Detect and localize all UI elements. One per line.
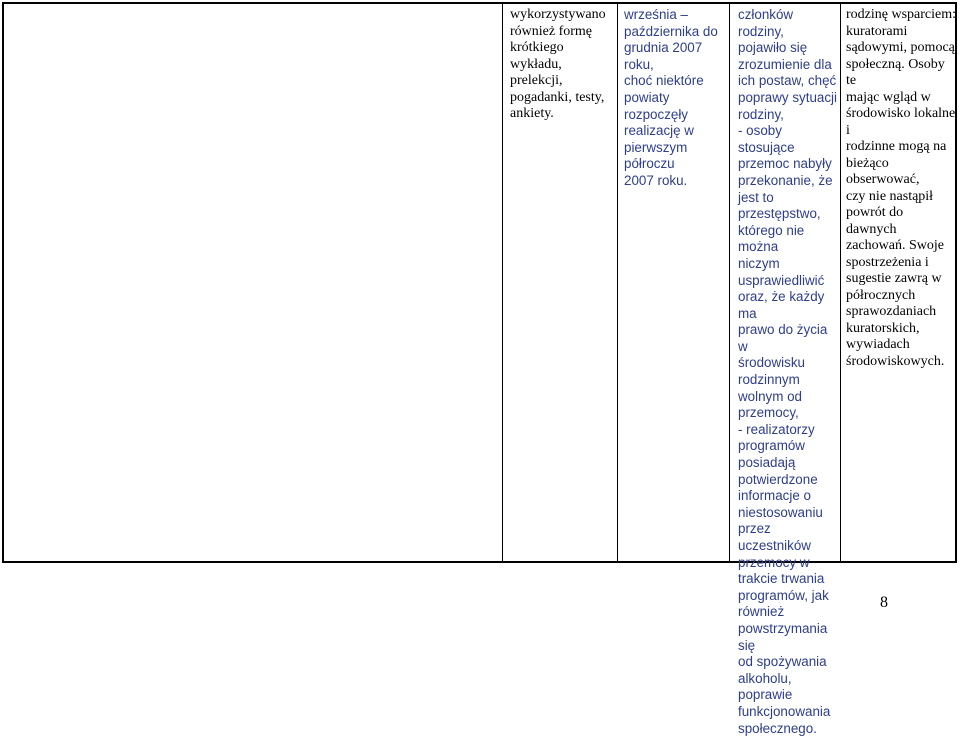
table-cell-col4: członków rodziny, pojawiło się zrozumienie dla ich postaw, chęć poprawy sytuacji rodziny, - osoby stosujące przemoc nabyły przekonanie, że jest to przestępstwo, którego nie można niczym usprawiedliwić oraz, że każdy ma prawo do życia w środowisku rodzinnym wolnym od przemocy, - realizatorzy programów posiadają potwierdzone informacje o niestosowaniu przez uczestników przemocy w trakcie trwania programów, jak również powstrzymania się od spożywania alkoholu, poprawie funkcjonowania społecznego. xyxy=(738,7,837,736)
table-cell-col2: wykorzystywano również formę krótkiego wykładu, prelekcji, pogadanki, testy, ankiety. xyxy=(510,7,606,121)
column-divider xyxy=(840,4,841,561)
column-divider xyxy=(729,4,730,561)
table-cell-col3: września – października do grudnia 2007 roku, choć niektóre powiaty rozpoczęły realizację w pierwszym półroczu 2007 roku. xyxy=(624,7,718,188)
table-cell-col5: rodzinę wsparciem: kuratorami sądowymi, pomocą społeczną. Osoby te mając wgląd w środowisko lokalne i rodzinne mogą na bieżąco obserwować, czy nie nastąpił powrót do dawnych zachowań. Swoje spostrzeżenia i sugestie zawrą w półrocznych sprawozdaniach kuratorskich, wywiadach środowiskowych. xyxy=(846,7,957,369)
page-number: 8 xyxy=(880,594,888,611)
column-divider xyxy=(617,4,618,561)
column-divider xyxy=(502,4,503,561)
document-table xyxy=(2,2,957,736)
